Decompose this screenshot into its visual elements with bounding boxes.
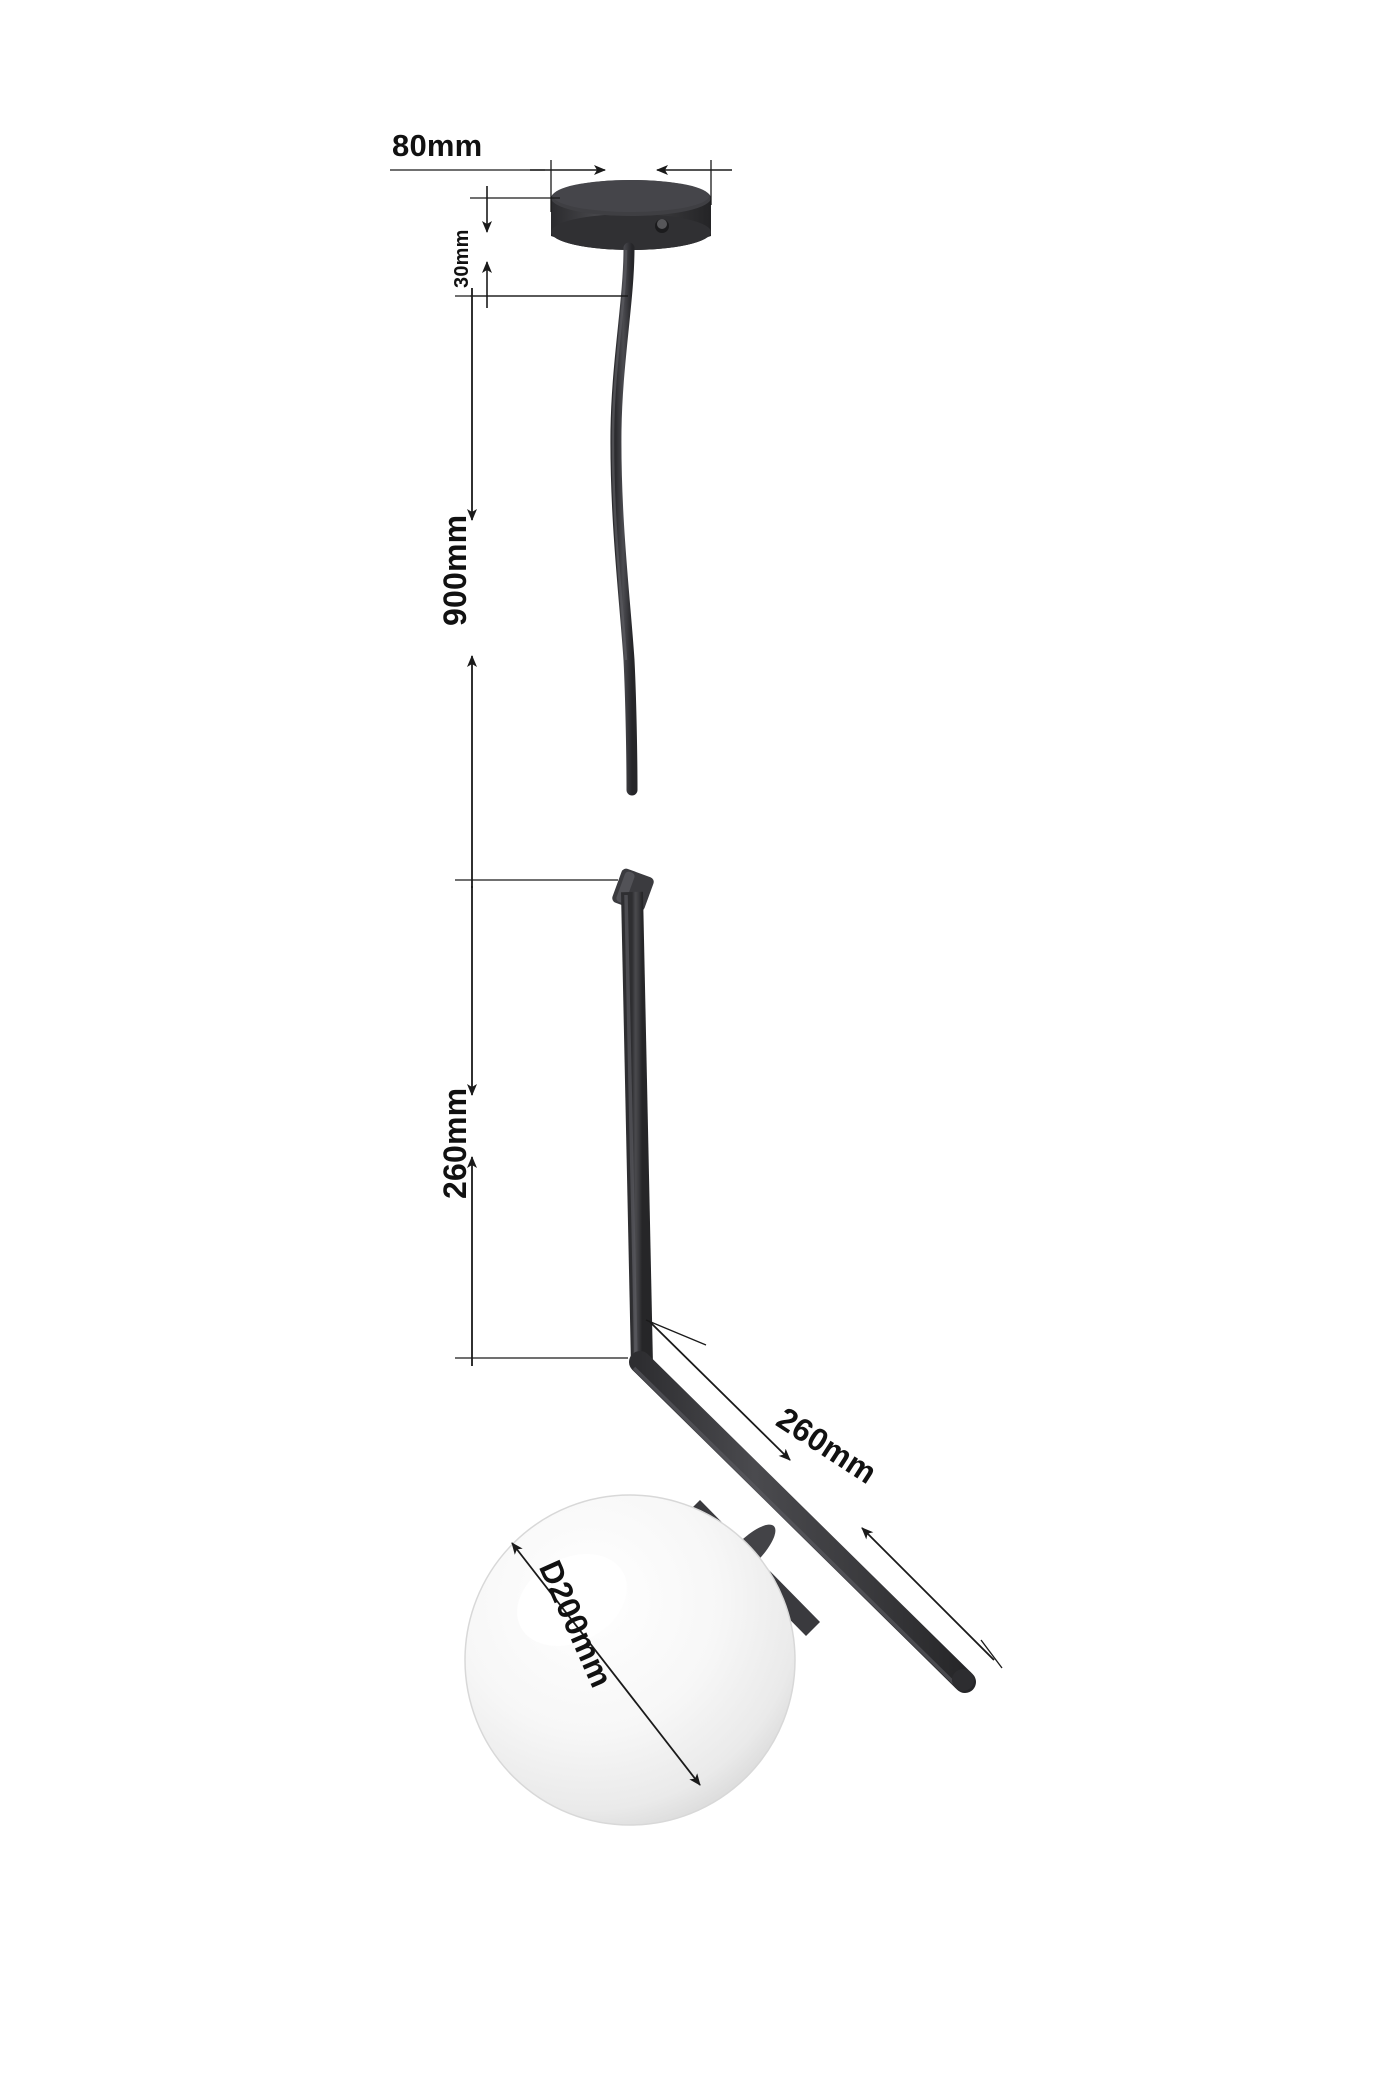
upper-rod-arm — [625, 888, 660, 1372]
dim-label-lower-rod-length: 260mm — [770, 1400, 884, 1491]
dim-label-upper-rod-length: 260mm — [437, 1087, 473, 1199]
dim-label-canopy-diameter: 80mm — [392, 128, 483, 163]
dim-label-cord-length: 900mm — [437, 514, 473, 626]
dim-label-canopy-height: 30mm — [451, 229, 473, 288]
dim-label-globe-diameter: D200mm — [532, 1555, 620, 1693]
dim-upper-rod-length — [455, 886, 628, 1366]
glass-globe — [465, 1495, 795, 1825]
ceiling-canopy — [551, 180, 711, 250]
suspension-cord — [613, 248, 632, 790]
dim-cord-length — [455, 288, 628, 888]
